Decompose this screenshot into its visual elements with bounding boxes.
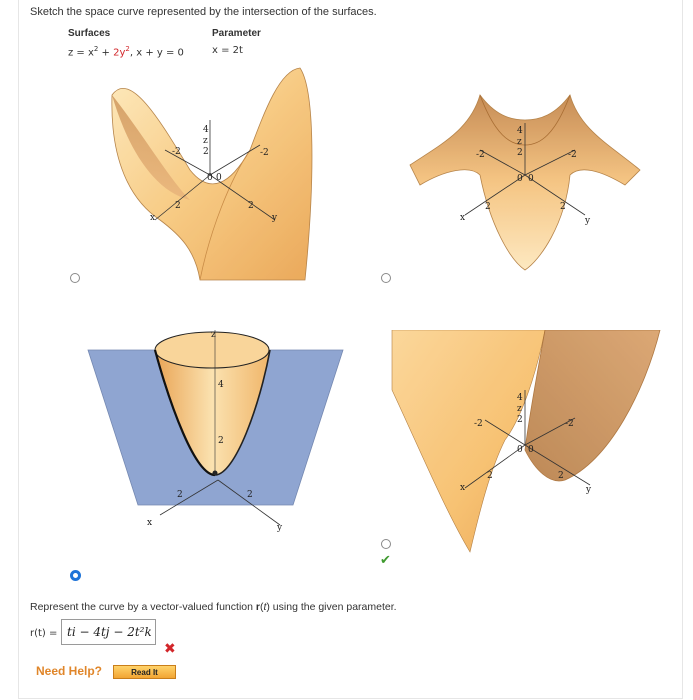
- graph-a-label-4: 4: [203, 125, 209, 135]
- graph-b-label-0a: 0: [517, 174, 523, 184]
- graph-d-label-0a: 0: [517, 445, 523, 455]
- graph-a-label-2-left: 2: [175, 201, 181, 211]
- graph-option-d[interactable]: [390, 330, 662, 555]
- read-it-button[interactable]: Read It: [113, 665, 176, 679]
- graph-c-label-4: 4: [218, 380, 224, 390]
- graph-b-label-4: 4: [517, 126, 523, 136]
- wrong-x-icon: ✖: [164, 640, 176, 656]
- graph-d-label-z: z: [517, 404, 522, 414]
- question-prompt: Sketch the space curve represented by the intersection of the surfaces.: [30, 6, 377, 18]
- answer-label: r(t) =: [30, 628, 58, 639]
- radio-option-c[interactable]: [70, 570, 81, 581]
- graph-d-label-2-left: 2: [487, 471, 493, 481]
- graph-a-label-x: x: [150, 213, 156, 223]
- graph-c-label-2-left: 2: [177, 490, 183, 500]
- answer-input[interactable]: ti − 4tj − 2t²k: [61, 619, 156, 645]
- graph-b-label-z: z: [517, 137, 522, 147]
- graph-a-label-neg2-left: -2: [172, 147, 181, 157]
- surfaces-header: Surfaces: [68, 28, 111, 39]
- graph-b-label-0b: 0: [528, 174, 534, 184]
- graph-d-label-4: 4: [517, 393, 523, 403]
- graph-d-label-2: 2: [517, 415, 523, 425]
- correct-check-icon: ✔: [380, 552, 391, 567]
- graph-c-label-z: z: [211, 330, 216, 340]
- graph-b-label-y: y: [585, 216, 591, 226]
- graph-a-label-2-right: 2: [248, 201, 254, 211]
- graph-d-label-2-right: 2: [558, 471, 564, 481]
- graph-b-label-neg2-right: -2: [568, 150, 577, 160]
- graph-d-label-y: y: [586, 485, 592, 495]
- radio-option-a[interactable]: [70, 273, 80, 283]
- graph-d-label-neg2-left: -2: [474, 419, 483, 429]
- graph-a-label-0b: 0: [216, 173, 222, 183]
- graph-d-label-x: x: [460, 483, 466, 493]
- graph-c-label-y: y: [277, 523, 283, 533]
- graph-a-label-y: y: [272, 213, 278, 223]
- graph-b-label-2-left: 2: [485, 202, 491, 212]
- graph-b-label-x: x: [460, 213, 466, 223]
- graph-b-label-2: 2: [517, 148, 523, 158]
- need-help-label: Need Help?: [36, 664, 103, 678]
- parameter-expression: x = 2t: [212, 45, 243, 56]
- question2-text: Represent the curve by a vector-valued function r(t) using the given parameter.: [30, 601, 397, 613]
- graph-option-a[interactable]: [100, 60, 330, 285]
- graph-option-c[interactable]: [85, 325, 350, 540]
- graph-b-label-2-right: 2: [560, 202, 566, 212]
- graph-a-label-0a: 0: [207, 173, 213, 183]
- graph-a-label-z: z: [203, 136, 208, 146]
- radio-option-d[interactable]: [381, 539, 391, 549]
- graph-d-label-neg2-right: -2: [565, 419, 574, 429]
- graph-option-b[interactable]: [400, 75, 645, 275]
- surfaces-expression: $z = x^2 + 2y^2$, x + y = 0: [68, 45, 184, 59]
- graph-c-label-2-right: 2: [247, 490, 253, 500]
- graph-c-label-x: x: [147, 518, 153, 528]
- graph-c-label-2: 2: [218, 436, 224, 446]
- graph-d-label-0b: 0: [528, 445, 534, 455]
- graph-b-label-neg2-left: -2: [476, 150, 485, 160]
- graph-a-label-2: 2: [203, 147, 209, 157]
- radio-option-b[interactable]: [381, 273, 391, 283]
- parameter-header: Parameter: [212, 28, 261, 39]
- graph-a-label-neg2-right: -2: [260, 148, 269, 158]
